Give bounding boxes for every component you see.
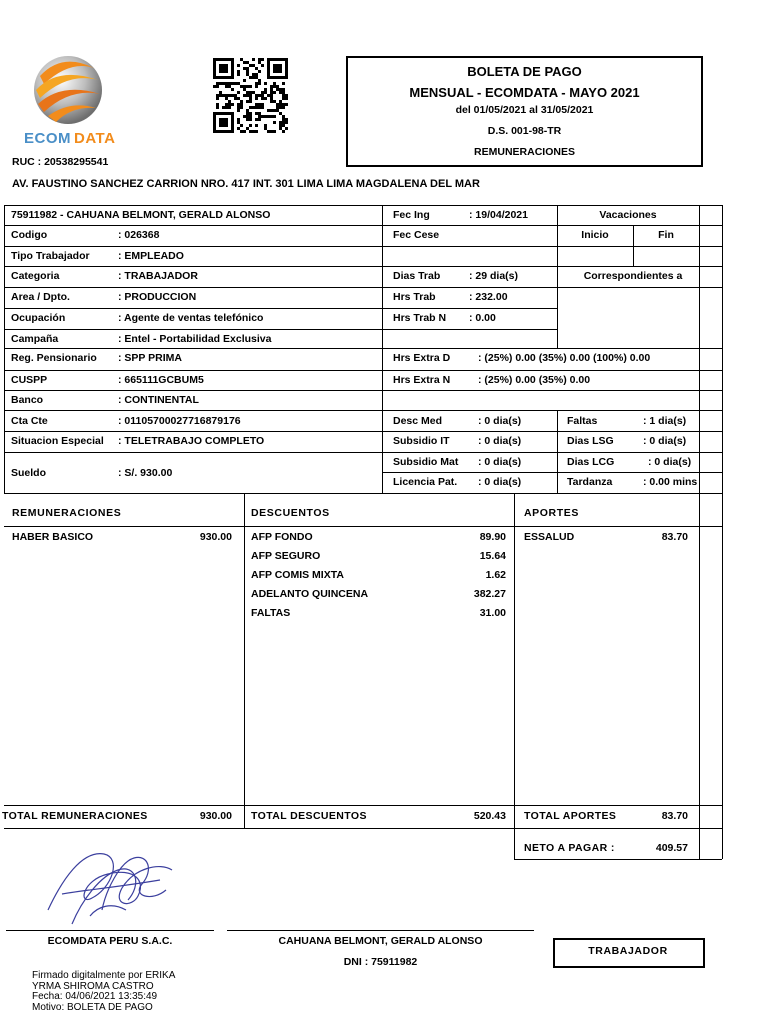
value-sueldo: : S/. 930.00: [118, 467, 173, 479]
label-faltas: Faltas: [567, 415, 598, 427]
value-ocupacion: : Agente de ventas telefónico: [118, 312, 264, 324]
value-banco: : CONTINENTAL: [118, 394, 199, 406]
value-situacion-especial: : TELETRABAJO COMPLETO: [118, 435, 265, 447]
label-sueldo: Sueldo: [11, 467, 47, 479]
digital-signature-line: Firmado digitalmente por ERIKA: [32, 970, 176, 981]
neto-a-pagar-label: NETO A PAGAR :: [524, 842, 615, 854]
value-hrs-extra-n: : (25%) 0.00 (35%) 0.00: [478, 374, 591, 386]
digital-signature-line: Motivo: BOLETA DE PAGO: [32, 1001, 153, 1013]
label-dias-lsg: Dias LSG: [567, 435, 614, 447]
label-ocupacion: Ocupación: [11, 312, 66, 324]
label-subsidio-it: Subsidio IT: [393, 435, 450, 447]
label-subsidio-mat: Subsidio Mat: [393, 456, 459, 468]
descuentos-title: DESCUENTOS: [251, 507, 330, 519]
label-hrs-trab-n: Hrs Trab N: [393, 312, 447, 324]
descuento-item-label: ADELANTO QUINCENA: [251, 588, 369, 600]
descuento-item-amount: 31.00: [479, 607, 506, 619]
value-dias-lsg: : 0 dia(s): [643, 435, 687, 447]
vacaciones-fin: Fin: [658, 229, 674, 241]
value-subsidio-mat: : 0 dia(s): [478, 456, 522, 468]
value-faltas: : 1 dia(s): [643, 415, 687, 427]
descuento-item-amount: 1.62: [485, 569, 506, 581]
logo-text-data: DATA: [74, 130, 116, 147]
signature-worker-dni: DNI : 75911982: [343, 956, 418, 968]
neto-a-pagar-value: 409.57: [655, 842, 688, 854]
label-reg-pensionario: Reg. Pensionario: [11, 352, 97, 364]
value-tipo-trabajador: : EMPLEADO: [118, 250, 184, 262]
digital-signature-line: Fecha: 04/06/2021 13:35:49: [32, 991, 158, 1002]
remuneracion-item-label: HABER BASICO: [12, 531, 94, 543]
employee-header: 75911982 - CAHUANA BELMONT, GERALD ALONSO: [11, 209, 271, 221]
handwritten-signature: [42, 840, 182, 930]
value-dias-trab: : 29 dia(s): [469, 270, 519, 282]
label-dias-lcg: Dias LCG: [567, 456, 615, 468]
company-address: AV. FAUSTINO SANCHEZ CARRION NRO. 417 INT. 301 LIMA LIMA MAGDALENA DEL MAR: [12, 178, 480, 190]
label-area: Area / Dpto.: [11, 291, 70, 303]
label-tardanza: Tardanza: [567, 476, 613, 488]
signature-worker-name: CAHUANA BELMONT, GERALD ALONSO: [278, 935, 483, 947]
label-cuspp: CUSPP: [11, 374, 48, 386]
value-hrs-trab: : 232.00: [469, 291, 508, 303]
logo-text-ecom: ECOM: [24, 130, 71, 147]
value-campana: : Entel - Portabilidad Exclusiva: [118, 333, 272, 345]
value-cta-cte: : 01105700027716879176: [118, 415, 241, 427]
value-dias-lcg: : 0 dia(s): [648, 456, 692, 468]
digital-signature-line: YRMA SHIROMA CASTRO: [32, 980, 154, 992]
label-desc-med: Desc Med: [393, 415, 443, 427]
label-hrs-extra-d: Hrs Extra D: [393, 352, 451, 364]
value-cuspp: : 665111GCBUM5: [118, 374, 204, 386]
descuento-item-amount: 89.90: [479, 531, 506, 543]
signature-employer: ECOMDATA PERU S.A.C.: [47, 935, 173, 947]
descuento-item-label: AFP SEGURO: [251, 550, 321, 562]
label-fec-cese: Fec Cese: [393, 229, 440, 241]
title-line-5: REMUNERACIONES: [474, 146, 575, 158]
aportes-title: APORTES: [524, 507, 579, 519]
label-categoria: Categoria: [11, 270, 60, 282]
value-desc-med: : 0 dia(s): [478, 415, 522, 427]
vacaciones-correspondientes: Correspondientes a: [583, 270, 683, 282]
title-line-2: MENSUAL - ECOMDATA - MAYO 2021: [409, 85, 640, 100]
value-fec-ing: : 19/04/2021: [469, 209, 528, 221]
total-descuentos-label: TOTAL DESCUENTOS: [251, 810, 367, 822]
label-cta-cte: Cta Cte: [11, 415, 48, 427]
remuneraciones-title: REMUNERACIONES: [12, 507, 122, 519]
descuento-item-label: AFP COMIS MIXTA: [251, 569, 344, 581]
aporte-item-amount: 83.70: [661, 531, 688, 543]
label-hrs-extra-n: Hrs Extra N: [393, 374, 451, 386]
value-categoria: : TRABAJADOR: [118, 270, 198, 282]
value-area: : PRODUCCION: [118, 291, 197, 303]
label-banco: Banco: [11, 394, 44, 406]
value-tardanza: : 0.00 mins: [643, 476, 698, 488]
label-campana: Campaña: [11, 333, 59, 345]
label-codigo: Codigo: [11, 229, 48, 241]
trabajador-label: TRABAJADOR: [588, 945, 668, 957]
descuento-item-label: FALTAS: [251, 607, 291, 619]
total-descuentos-value: 520.43: [473, 810, 506, 822]
total-remuneraciones-label: TOTAL REMUNERACIONES: [2, 810, 148, 822]
descuento-item-label: AFP FONDO: [251, 531, 313, 543]
company-ruc: RUC : 20538295541: [12, 156, 109, 168]
value-subsidio-it: : 0 dia(s): [478, 435, 522, 447]
value-hrs-extra-d: : (25%) 0.00 (35%) 0.00 (100%) 0.00: [478, 352, 651, 364]
aporte-item-label: ESSALUD: [524, 531, 575, 543]
title-line-4: D.S. 001-98-TR: [487, 125, 562, 137]
qr-code: [213, 58, 293, 134]
descuento-item-amount: 15.64: [479, 550, 506, 562]
label-hrs-trab: Hrs Trab: [393, 291, 436, 303]
label-dias-trab: Dias Trab: [393, 270, 441, 282]
total-aportes-value: 83.70: [661, 810, 688, 822]
total-aportes-label: TOTAL APORTES: [524, 810, 617, 822]
label-licencia-pat: Licencia Pat.: [393, 476, 458, 488]
value-codigo: : 026368: [118, 229, 160, 241]
label-fec-ing: Fec Ing: [393, 209, 430, 221]
vacaciones-inicio: Inicio: [581, 229, 609, 241]
vacaciones-title: Vacaciones: [599, 209, 657, 221]
label-situacion-especial: Situacion Especial: [11, 435, 104, 447]
remuneracion-item-amount: 930.00: [199, 531, 232, 543]
title-line-1: BOLETA DE PAGO: [467, 64, 582, 79]
value-hrs-trab-n: : 0.00: [469, 312, 496, 324]
total-remuneraciones-value: 930.00: [199, 810, 232, 822]
company-logo: [22, 46, 114, 150]
descuento-item-amount: 382.27: [473, 588, 506, 600]
value-reg-pensionario: : SPP PRIMA: [118, 352, 182, 364]
digital-signature-note: [32, 971, 175, 1013]
value-licencia-pat: : 0 dia(s): [478, 476, 522, 488]
title-line-3: del 01/05/2021 al 31/05/2021: [455, 104, 594, 116]
label-tipo-trabajador: Tipo Trabajador: [11, 250, 90, 262]
